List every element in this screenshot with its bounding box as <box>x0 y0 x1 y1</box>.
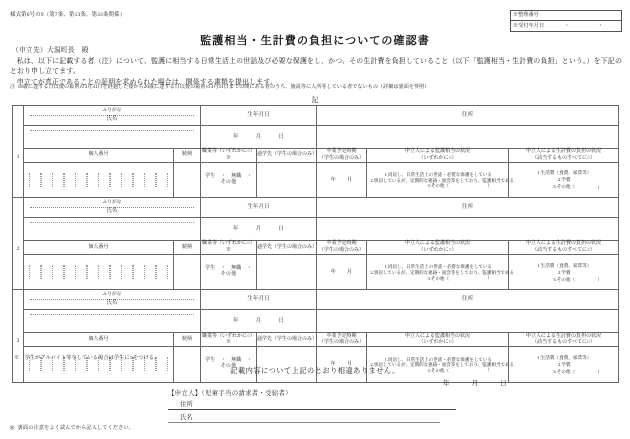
address-header: 住所 <box>317 198 619 218</box>
grad-year-unit: 年 <box>330 361 337 368</box>
mynumber-input-2[interactable] <box>24 255 174 290</box>
dob-header: 生年月日 <box>201 290 317 310</box>
relation-input-3[interactable] <box>174 347 201 382</box>
name-label: 氏名 <box>106 115 118 122</box>
support-options-3[interactable] <box>509 347 619 382</box>
dob-year-unit: 年 <box>232 225 239 232</box>
support-options-2[interactable] <box>509 255 619 290</box>
table-row <box>13 290 619 310</box>
graduation-input-1[interactable] <box>317 163 367 198</box>
table-row <box>13 347 619 382</box>
applicant-address-label: 住所 <box>180 401 193 409</box>
support-header-sub: （該当するものすべてに○） <box>532 247 595 253</box>
address-input-2[interactable] <box>317 218 619 241</box>
relation-input-1[interactable] <box>174 163 201 198</box>
furigana-label: ふりがな <box>102 107 122 113</box>
table-row <box>13 163 619 198</box>
mynumber-boxes <box>24 257 173 287</box>
custody-header-main: 申立人による監護相当の状況 <box>405 149 471 155</box>
custody-header-sub: （いずれかに○） <box>418 247 457 253</box>
applicant-block <box>168 388 468 423</box>
table-row <box>13 310 619 333</box>
mynumber-header: 個人番号 <box>24 149 174 163</box>
support-header <box>509 333 619 347</box>
occupation-options-2[interactable]: 学生 ・ 無職 ・ その他 <box>201 255 257 290</box>
support-option-2[interactable]: 2.学費 <box>557 361 571 367</box>
custody-header <box>367 333 509 347</box>
receipt-date-label: ※受付年月日 <box>513 22 545 29</box>
occupation-header: 職業等（いずれかに○）※ <box>201 241 256 253</box>
graduation-header <box>317 333 367 347</box>
addressee-line: （申立先）大潟町長 殿 <box>12 47 89 54</box>
custody-option-3-close: ） <box>487 366 493 372</box>
table-row <box>13 149 619 163</box>
row-index: 1 <box>13 106 24 198</box>
custody-option-1[interactable]: 1.同居し、日常生活上の世話・必要な保護をしている <box>384 264 492 270</box>
table-row <box>13 218 619 241</box>
mynumber-header: 個人番号 <box>24 241 174 255</box>
occupation-header: 職業等（いずれかに○）※ <box>201 149 256 161</box>
receipt-row-number <box>511 11 622 21</box>
mynumber-header: 個人番号 <box>24 333 174 347</box>
school-header: 通学先（学生の場合のみ） <box>257 241 317 255</box>
applicant-name-label: 氏名 <box>180 414 193 422</box>
support-option-3-close: ） <box>597 184 603 190</box>
grad-year-unit: 年 <box>330 176 337 183</box>
dob-input-3[interactable] <box>201 310 317 333</box>
address-header: 住所 <box>317 106 619 126</box>
custody-header-main: 申立人による監護相当の状況 <box>405 241 471 247</box>
support-option-2[interactable]: 2.学費 <box>557 269 571 275</box>
sig-day-unit: 日 <box>500 380 507 387</box>
name-input-1[interactable] <box>24 126 201 149</box>
receipt-row-date <box>511 21 622 31</box>
mynumber-input-1[interactable] <box>24 163 174 198</box>
graduation-input-2[interactable] <box>317 255 367 290</box>
support-header-main: 申立人による生計費の負担の状況 <box>526 149 602 155</box>
name-header-cell <box>24 290 201 310</box>
ki-heading: 記 <box>311 97 319 104</box>
dob-input-2[interactable] <box>201 218 317 241</box>
dob-day-unit: 日 <box>278 225 285 232</box>
mynumber-input-3[interactable] <box>24 347 174 382</box>
declaration-text: 記載内容について上記のとおり相違ありません。 <box>230 367 400 375</box>
occupation-options-3[interactable]: 学生 ・ 無職 ・ その他 <box>201 347 257 382</box>
custody-options-3[interactable] <box>367 347 515 382</box>
graduation-header-main: 卒業予定時期 <box>326 333 357 339</box>
custody-header <box>367 241 509 255</box>
page-title: 監護相当・生計費の負担についての確認書 <box>200 35 430 47</box>
support-option-3-close: ） <box>597 369 603 375</box>
dob-month-unit: 月 <box>255 318 262 324</box>
name-entry-rule <box>30 222 194 223</box>
address-input-1[interactable] <box>317 126 619 149</box>
name-label: 氏名 <box>106 299 118 306</box>
support-option-1[interactable]: 1.生活費（食費、家賃等） <box>537 262 592 268</box>
dob-input-1[interactable] <box>201 126 317 149</box>
form-code: 様式第6号の9（第7条、第13条、第33条関係） <box>10 12 126 18</box>
support-option-1[interactable]: 1.生活費（食費、家賃等） <box>537 354 592 360</box>
name-header-cell <box>24 106 201 126</box>
custody-option-1[interactable]: 1.同居し、日常生活上の世話・必要な保護をしている <box>384 356 492 362</box>
graduation-header <box>317 241 367 255</box>
support-option-2[interactable]: 2.学費 <box>557 177 571 183</box>
custody-option-1[interactable]: 1.同居し、日常生活上の世話・必要な保護をしている <box>384 172 492 178</box>
occupation-header: 職業等（いずれかに○）※ <box>201 333 256 345</box>
body-paragraph-1: 私は、以下に記載する者（注）について、監護に相当する日常生活上の世話及び必要な保護をし、かつ、その生計費を負担していること（以下「監護相当・生計費の負担」という。）を下記のとおり申し立てます。 <box>10 58 622 76</box>
custody-option-3[interactable]: 3.その他（ <box>427 367 450 373</box>
relation-header: 続柄 <box>174 149 201 163</box>
bottom-note <box>10 424 134 431</box>
name-entry-rule <box>30 130 194 131</box>
custody-header-sub: （いずれかに○） <box>418 155 457 161</box>
occupation-options-1[interactable]: 学生 ・ 無職 ・ その他 <box>201 163 257 198</box>
table-row <box>13 255 619 290</box>
furigana-header <box>24 106 200 125</box>
school-input-2[interactable] <box>257 255 317 290</box>
persons-table <box>12 105 619 383</box>
dob-month-unit: 月 <box>255 133 262 140</box>
dob-day-unit: 日 <box>278 133 285 140</box>
support-option-3[interactable]: 3.その他（ <box>553 276 576 282</box>
furigana-label: ふりがな <box>102 291 122 297</box>
name-entry-rule <box>30 314 194 315</box>
applicant-address-row[interactable] <box>168 400 456 410</box>
address-input-3[interactable] <box>317 310 619 333</box>
support-option-3[interactable]: 3.その他（ <box>553 368 576 374</box>
graduation-header-sub: （学生の場合のみ） <box>319 339 365 345</box>
graduation-header-sub: （学生の場合のみ） <box>319 247 365 253</box>
mynumber-boxes <box>24 165 173 195</box>
support-header-main: 申立人による生計費の負担の状況 <box>526 333 602 339</box>
furigana-header <box>24 198 200 217</box>
graduation-header-sub: （学生の場合のみ） <box>319 155 365 161</box>
grad-month-unit: 月 <box>347 361 353 368</box>
dob-header: 生年月日 <box>201 198 317 218</box>
custody-option-3[interactable]: 3.その他（ <box>427 275 450 281</box>
note-mark: 注 <box>10 84 16 90</box>
custody-header-sub: （いずれかに○） <box>418 339 457 345</box>
support-option-3-close: ） <box>597 277 603 283</box>
sig-month-unit: 月 <box>471 380 479 387</box>
support-header-sub: （該当するものすべてに○） <box>532 155 595 161</box>
star-footnote: ※ 学生がアルバイト等をしている場合は学生に○をつける。 <box>14 355 160 361</box>
custody-options-1[interactable] <box>367 163 515 198</box>
body-paragraph-2: 申立てが真正であることの証明を求められた場合は、関係する書類を提出します。 <box>16 78 277 86</box>
dob-day-unit: 日 <box>278 318 285 324</box>
dob-month-unit: 月 <box>255 225 262 232</box>
bottom-note-text: 裏面の注意をよく読んでから記入してください。 <box>17 425 134 431</box>
receipt-date-value: ・ ・ <box>564 22 609 29</box>
graduation-input-3[interactable] <box>317 347 367 382</box>
address-header: 住所 <box>317 290 619 310</box>
support-header <box>509 241 619 255</box>
custody-option-2[interactable]: 2.別居しているが、定期的な連絡・面会等をしており、監護相当である <box>370 362 515 368</box>
row-index: 2 <box>13 198 24 290</box>
eligibility-note <box>10 84 624 91</box>
support-header <box>509 149 619 163</box>
school-input-1[interactable] <box>257 163 317 198</box>
table-row <box>13 241 619 255</box>
furigana-label: ふりがな <box>102 199 122 205</box>
applicant-name-row[interactable] <box>168 413 440 423</box>
grad-month-unit: 月 <box>347 269 353 276</box>
custody-option-3[interactable]: 3.その他（ <box>427 183 450 189</box>
table-row <box>13 106 619 126</box>
signature-date-line[interactable] <box>443 378 507 387</box>
name-header-cell <box>24 198 201 218</box>
dob-year-unit: 年 <box>232 133 239 140</box>
graduation-header-main: 卒業予定時期 <box>326 241 357 247</box>
row-index: 3 <box>13 290 24 382</box>
dob-year-unit: 年 <box>232 318 239 324</box>
sig-year-unit: 年 <box>442 380 450 387</box>
dob-header: 生年月日 <box>201 106 317 126</box>
custody-option-3-close: ） <box>487 274 493 280</box>
support-option-1[interactable]: 1.生活費（食費、家賃等） <box>537 170 592 176</box>
grad-month-unit: 月 <box>347 176 353 183</box>
support-header-sub: （該当するものすべてに○） <box>532 339 595 345</box>
relation-header: 続柄 <box>174 333 201 347</box>
custody-option-2[interactable]: 2.別居しているが、定期的な連絡・面会等をしており、監護相当である <box>370 177 515 183</box>
table-row <box>13 333 619 347</box>
name-input-3[interactable] <box>24 310 201 333</box>
custody-option-2[interactable]: 2.別居しているが、定期的な連絡・面会等をしており、監護相当である <box>370 270 515 276</box>
bottom-note-mark: ◎ <box>10 425 15 431</box>
school-header: 通学先（学生の場合のみ） <box>257 333 317 347</box>
relation-input-2[interactable] <box>174 255 201 290</box>
receipt-number-label: ※整理番号 <box>511 11 622 21</box>
support-options-1[interactable] <box>509 163 619 198</box>
furigana-header <box>24 290 200 309</box>
school-header: 通学先（学生の場合のみ） <box>257 149 317 163</box>
table-row <box>13 126 619 149</box>
applicant-title: 【申立人】（児童手当の請求者・受給者） <box>168 390 292 397</box>
custody-option-3-close: ） <box>487 182 493 188</box>
support-option-3[interactable]: 3.その他（ <box>553 184 576 190</box>
table-row <box>13 198 619 218</box>
receipt-stamp-box <box>510 10 622 32</box>
relation-header: 続柄 <box>174 241 201 255</box>
grad-year-unit: 年 <box>330 269 337 276</box>
custody-options-2[interactable] <box>367 255 515 290</box>
support-header-main: 申立人による生計費の負担の状況 <box>526 241 602 247</box>
school-input-3[interactable] <box>257 347 317 382</box>
name-label: 氏名 <box>106 207 118 214</box>
graduation-header-main: 卒業予定時期 <box>326 149 357 155</box>
custody-header-main: 申立人による監護相当の状況 <box>405 333 471 339</box>
custody-header <box>367 149 509 163</box>
graduation-header <box>317 149 367 163</box>
receipt-date-cell <box>511 21 622 31</box>
note-text: 18歳に達する日以後の最初の3月31日を経過した後から20歳に達する日以後の最初の3月31日までの間にある者のうち、施設等に入所等している者でないもの（詳細は裏面を参照） <box>17 84 430 90</box>
name-input-2[interactable] <box>24 218 201 241</box>
